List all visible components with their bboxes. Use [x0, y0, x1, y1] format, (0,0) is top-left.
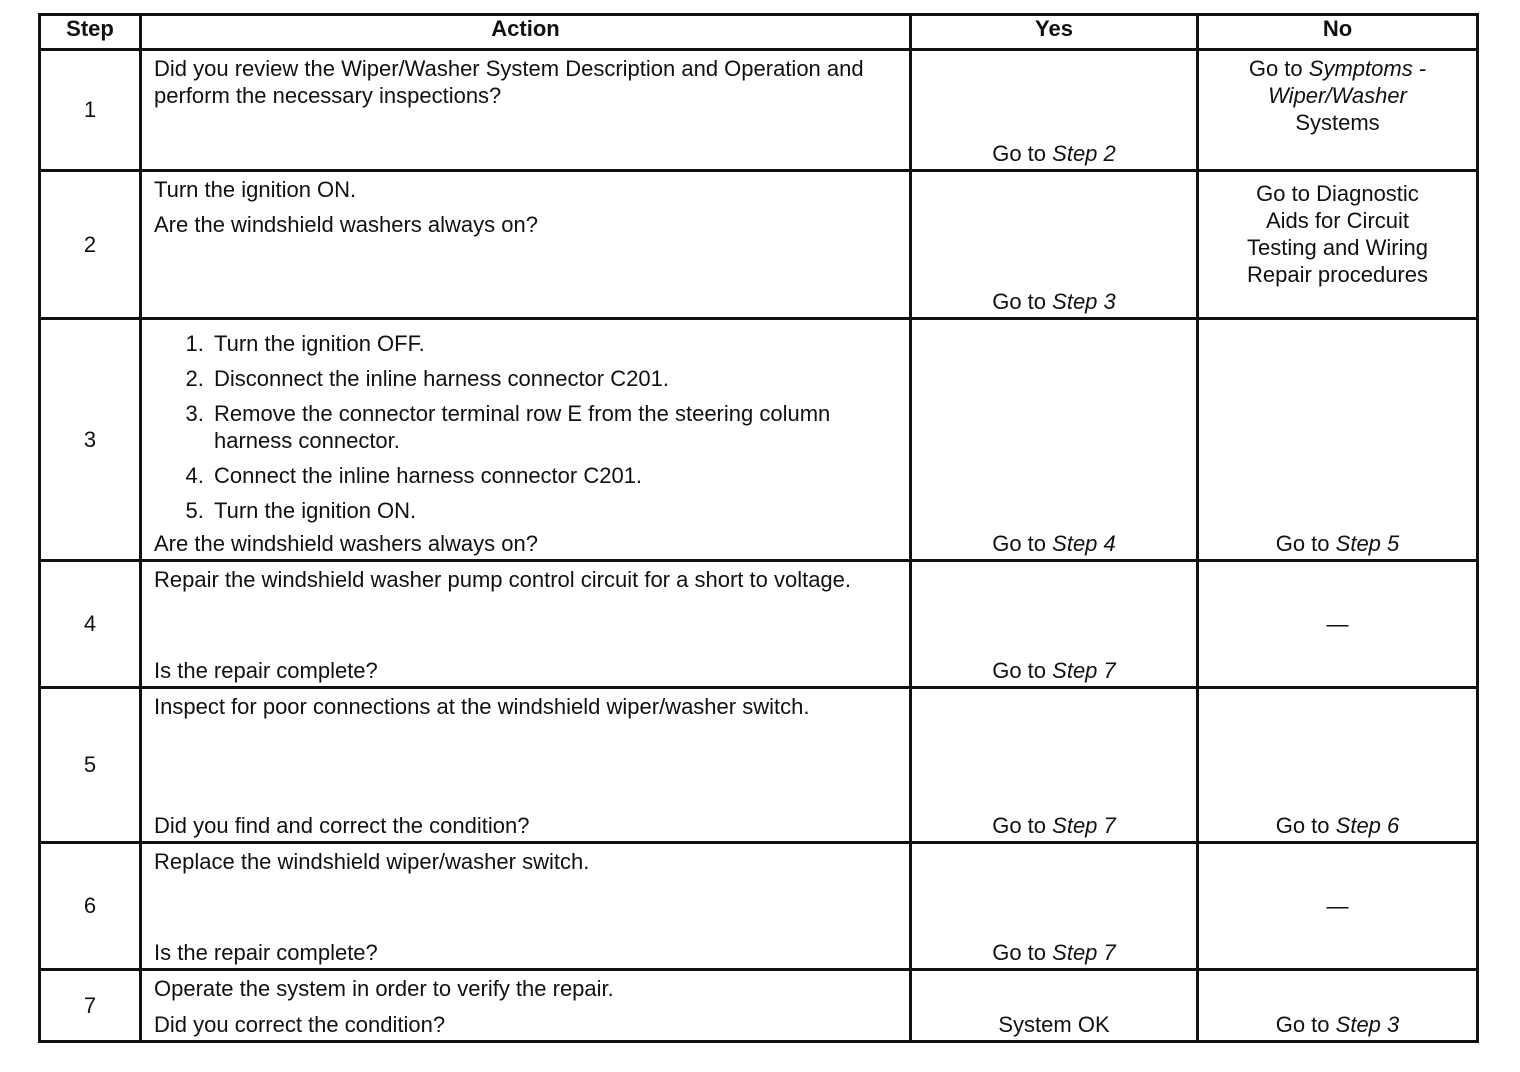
substep-item: 2. Disconnect the inline harness connector C201.: [210, 365, 897, 392]
yes-step-link[interactable]: Step 3: [1052, 289, 1116, 314]
action-text: Operate the system in order to verify the repair.: [154, 976, 614, 1001]
action-question: Is the repair complete?: [154, 658, 378, 683]
header-action: Action: [141, 15, 911, 50]
action-text: Inspect for poor connections at the windshield wiper/washer switch.: [154, 694, 810, 719]
diagnostic-table: [38, 13, 1479, 1043]
yes-step-link[interactable]: Step 7: [1052, 940, 1116, 965]
table-row-step-1: [40, 50, 1478, 171]
header-no: No: [1198, 15, 1478, 50]
no-cell: Go to Step 6: [1198, 688, 1478, 843]
substep-item: 1. Turn the ignition OFF.: [210, 330, 897, 357]
action-cell: [141, 688, 911, 843]
no-cell: Go to Step 5: [1198, 319, 1478, 561]
action-text: Repair the windshield washer pump control circuit for a short to voltage.: [154, 567, 852, 592]
action-question: Are the windshield washers always on?: [154, 212, 538, 237]
substep-list: [154, 330, 897, 524]
yes-cell: Go to Step 2: [911, 50, 1198, 171]
no-step-link[interactable]: Step 3: [1335, 1012, 1400, 1037]
yes-cell: [911, 970, 1198, 1042]
table-row-step-2: [40, 171, 1478, 319]
action-cell: [141, 561, 911, 688]
header-yes: Yes: [911, 15, 1198, 50]
no-step-link[interactable]: Step 5: [1335, 531, 1400, 556]
yes-cell: Go to Step 3: [911, 171, 1198, 319]
substep-item: 4. Connect the inline harness connector C201.: [210, 462, 897, 489]
no-step-link[interactable]: Step 6: [1335, 813, 1400, 838]
yes-system-ok: System OK: [998, 1012, 1110, 1037]
action-cell: [141, 970, 911, 1042]
yes-cell: Go to Step 7: [911, 843, 1198, 970]
action-question: Are the windshield washers always on?: [154, 531, 538, 556]
action-question: Did you find and correct the condition?: [154, 813, 530, 838]
action-question: Did you correct the condition?: [154, 1012, 446, 1037]
action-text: Did you review the Wiper/Washer System Description and Operation and perform the necessary inspections?: [154, 56, 864, 108]
action-cell: [141, 319, 911, 561]
step-number: 7: [40, 970, 141, 1042]
yes-step-link[interactable]: Step 4: [1052, 531, 1116, 556]
step-number: 4: [40, 561, 141, 688]
step-number: 1: [40, 50, 141, 171]
header-row: [40, 15, 1478, 50]
substep-item: 3. Remove the connector terminal row E from the steering column harness connector.: [210, 400, 897, 454]
step-number: 2: [40, 171, 141, 319]
action-cell: [141, 171, 911, 319]
table-row-step-7: [40, 970, 1478, 1042]
no-diagnostic-aids-link[interactable]: Go to Diagnostic Aids for Circuit Testing and Wiring Repair procedures: [1247, 181, 1428, 287]
yes-step-link[interactable]: Step 7: [1052, 658, 1116, 683]
no-cell: [1198, 171, 1478, 319]
yes-cell: Go to Step 7: [911, 688, 1198, 843]
action-question: Is the repair complete?: [154, 940, 378, 965]
no-cell: Go to Step 3: [1198, 970, 1478, 1042]
no-dash: —: [1326, 893, 1349, 919]
yes-step-link[interactable]: Step 7: [1052, 813, 1116, 838]
step-number: 6: [40, 843, 141, 970]
action-text: Replace the windshield wiper/washer switch.: [154, 849, 590, 874]
yes-cell: Go to Step 7: [911, 561, 1198, 688]
no-dash: —: [1326, 611, 1349, 637]
step-number: 3: [40, 319, 141, 561]
header-step: Step: [40, 15, 141, 50]
table-row-step-3: [40, 319, 1478, 561]
no-symptoms-link[interactable]: Symptoms - Wiper/Washer: [1268, 56, 1427, 108]
yes-cell: Go to Step 4: [911, 319, 1198, 561]
step-number: 5: [40, 688, 141, 843]
table-row-step-5: [40, 688, 1478, 843]
table-row-step-4: [40, 561, 1478, 688]
substep-item: 5. Turn the ignition ON.: [210, 497, 897, 524]
action-cell: [141, 50, 911, 171]
action-text: Turn the ignition ON.: [154, 177, 357, 202]
yes-step-link[interactable]: Step 2: [1052, 141, 1116, 166]
no-cell: [1198, 561, 1478, 688]
table-row-step-6: [40, 843, 1478, 970]
no-cell: [1198, 843, 1478, 970]
action-cell: [141, 843, 911, 970]
no-cell: Go to Symptoms - Wiper/Washer Systems: [1198, 50, 1478, 171]
